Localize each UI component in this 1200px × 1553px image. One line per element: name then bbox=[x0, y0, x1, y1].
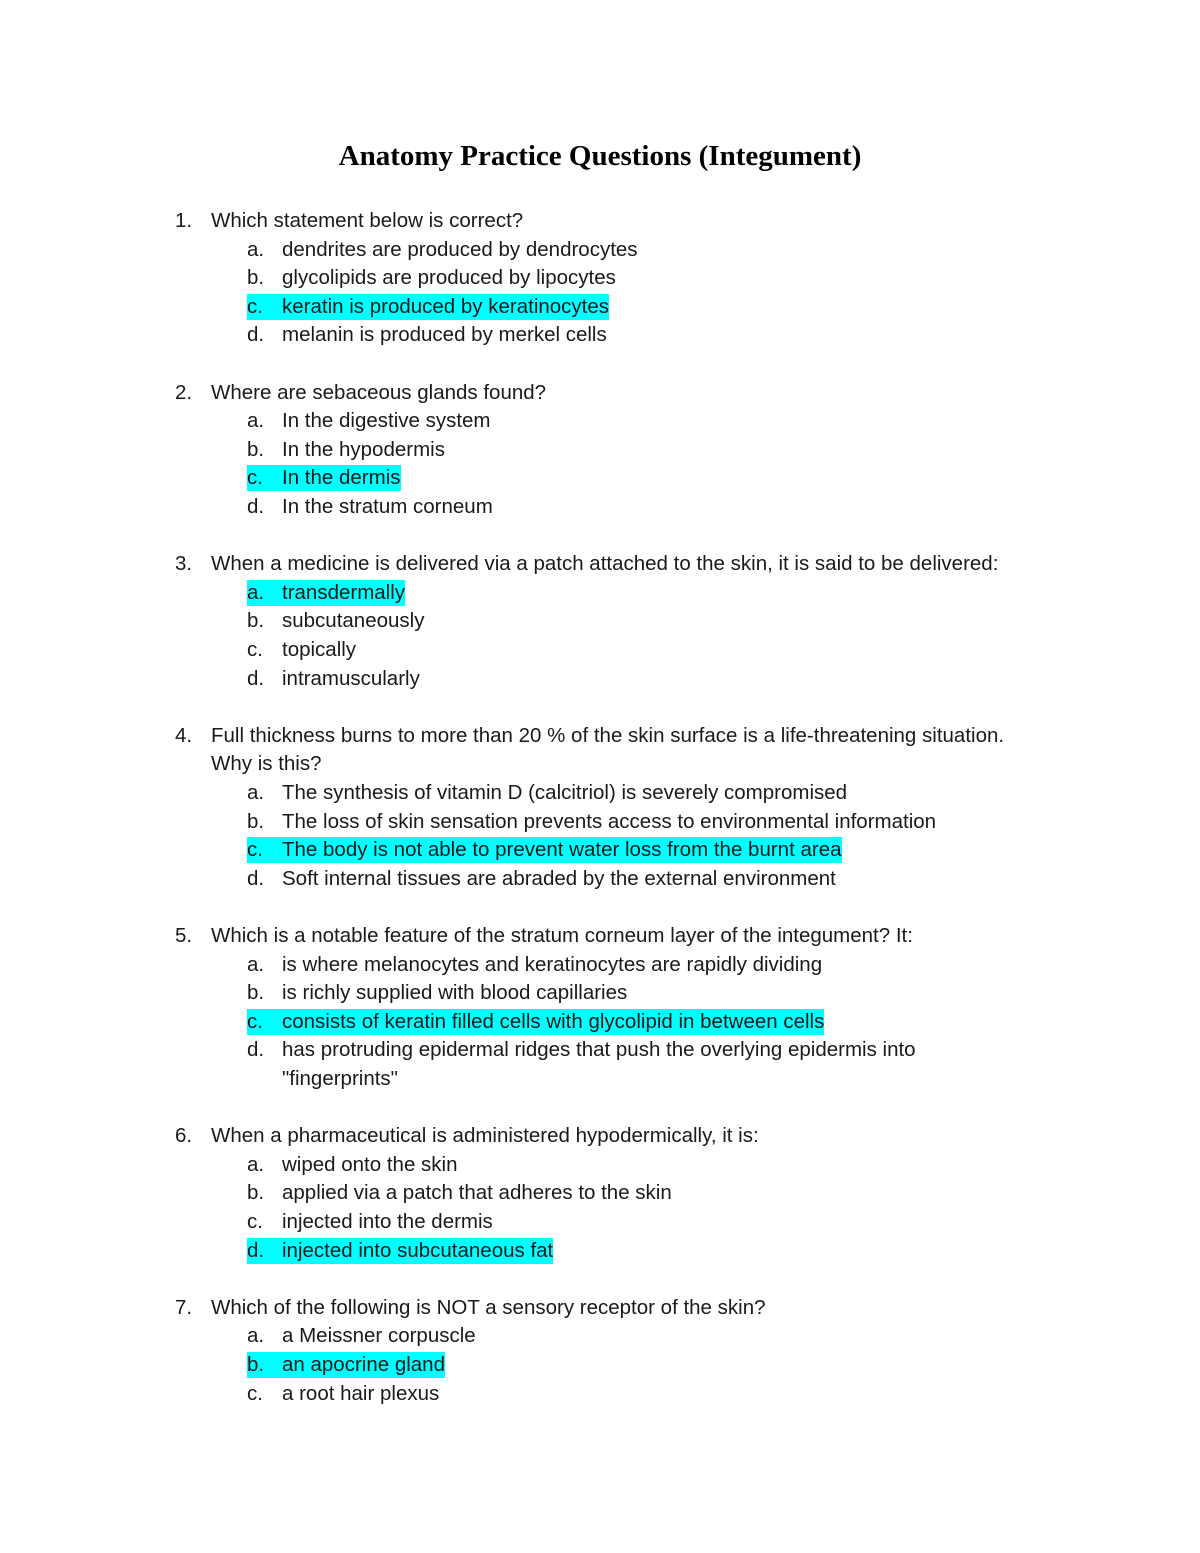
correct-answer-text: keratin is produced by keratinocytes bbox=[282, 294, 610, 318]
option-text: The synthesis of vitamin D (calcitriol) is severely compromised bbox=[282, 781, 848, 804]
option-text: subcutaneously bbox=[282, 609, 425, 633]
option-letter: b. bbox=[247, 609, 265, 633]
correct-answer-text: transdermally bbox=[282, 580, 406, 604]
correct-answer-text: injected into subcutaneous fat bbox=[282, 1238, 554, 1262]
option-text: In the stratum corneum bbox=[282, 495, 493, 518]
option-letter: a. bbox=[247, 952, 265, 976]
option-text: is richly supplied with blood capillaries bbox=[282, 981, 628, 1005]
option-letter: c. bbox=[247, 1381, 263, 1405]
option-text: applied via a patch that adheres to the skin bbox=[282, 1181, 672, 1205]
question-text: When a pharmaceutical is administered hypodermically, it is: bbox=[211, 1124, 759, 1148]
option-letter: d. bbox=[247, 1038, 265, 1062]
option-text: In the hypodermis bbox=[282, 437, 445, 461]
option-letter: c. bbox=[247, 294, 263, 318]
option-letter: b. bbox=[247, 266, 265, 290]
question-number: 2. bbox=[175, 380, 193, 404]
option-text: In the digestive system bbox=[282, 409, 491, 433]
question-number: 6. bbox=[175, 1124, 193, 1148]
option-text: The loss of skin sensation prevents access to environmental information bbox=[282, 809, 937, 833]
option-letter: b. bbox=[247, 1353, 265, 1376]
question-text: Full thickness burns to more than 20 % of the skin surface is a life-threatening situation. bbox=[211, 723, 1005, 747]
question-text: Why is this? bbox=[211, 752, 322, 776]
option-text: Soft internal tissues are abraded by the external environment bbox=[282, 866, 836, 890]
question-text: Which is a notable feature of the stratum corneum layer of the integument? It: bbox=[211, 924, 913, 947]
option-text: dendrites are produced by dendrocytes bbox=[282, 237, 638, 261]
option-text: a root hair plexus bbox=[282, 1381, 440, 1405]
correct-answer-text: an apocrine gland bbox=[282, 1353, 445, 1376]
option-letter: a. bbox=[247, 781, 265, 804]
option-text: topically bbox=[282, 638, 357, 661]
option-text: "fingerprints" bbox=[282, 1067, 398, 1090]
question-number: 7. bbox=[175, 1295, 193, 1319]
option-letter: b. bbox=[247, 981, 265, 1005]
question-text: Which statement below is correct? bbox=[211, 209, 524, 232]
question-text: When a medicine is delivered via a patch attached to the skin, it is said to be delivered: bbox=[211, 552, 999, 576]
option-text: glycolipids are produced by lipocytes bbox=[282, 266, 616, 290]
option-letter: b. bbox=[247, 1181, 265, 1205]
option-letter: c. bbox=[247, 1210, 263, 1233]
option-letter: d. bbox=[247, 323, 265, 347]
question-number: 4. bbox=[175, 723, 193, 747]
option-letter: c. bbox=[247, 638, 263, 661]
option-letter: d. bbox=[247, 1238, 265, 1262]
page-title: Anatomy Practice Questions (Integument) bbox=[338, 140, 862, 172]
correct-answer-text: consists of keratin filled cells with glycolipid in between cells bbox=[282, 1009, 825, 1033]
option-letter: b. bbox=[247, 437, 265, 461]
option-letter: d. bbox=[247, 495, 265, 518]
option-letter: a. bbox=[247, 237, 265, 261]
correct-answer-text: The body is not able to prevent water loss from the burnt area bbox=[282, 838, 842, 862]
question-text: Where are sebaceous glands found? bbox=[211, 380, 547, 404]
option-letter: c. bbox=[247, 466, 263, 490]
question-number: 3. bbox=[175, 552, 193, 576]
option-letter: b. bbox=[247, 809, 265, 833]
option-letter: a. bbox=[247, 580, 265, 604]
option-letter: a. bbox=[247, 1324, 265, 1348]
option-letter: c. bbox=[247, 1009, 263, 1033]
option-text: intramuscularly bbox=[282, 666, 420, 690]
option-letter: d. bbox=[247, 866, 265, 890]
option-letter: a. bbox=[247, 409, 265, 433]
option-letter: c. bbox=[247, 838, 263, 862]
correct-answer-text: In the dermis bbox=[282, 466, 401, 490]
option-text: melanin is produced by merkel cells bbox=[282, 323, 607, 347]
question-number: 1. bbox=[175, 209, 193, 232]
option-text: wiped onto the skin bbox=[282, 1152, 458, 1176]
option-letter: d. bbox=[247, 666, 265, 690]
option-text: a Meissner corpuscle bbox=[282, 1324, 476, 1348]
option-text: is where melanocytes and keratinocytes are rapidly dividing bbox=[282, 952, 823, 976]
question-text: Which of the following is NOT a sensory receptor of the skin? bbox=[211, 1295, 766, 1319]
option-letter: a. bbox=[247, 1152, 265, 1176]
option-text: has protruding epidermal ridges that push the overlying epidermis into bbox=[282, 1038, 916, 1062]
option-text: injected into the dermis bbox=[282, 1210, 493, 1233]
question-number: 5. bbox=[175, 924, 193, 947]
